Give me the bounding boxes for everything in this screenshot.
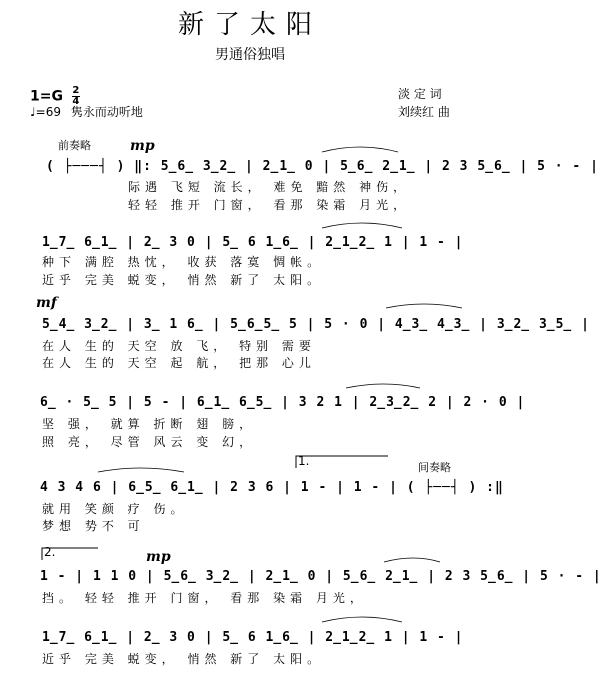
stave-4-lyrics-1: 坚 强， 就算 折断 翅 膀， bbox=[42, 417, 257, 431]
stave-5-lyrics-2: 梦想 势不 可 bbox=[42, 519, 145, 533]
composer-credit: 刘续红 曲 bbox=[398, 105, 450, 119]
slur-7 bbox=[384, 558, 440, 562]
slur-4 bbox=[346, 384, 420, 388]
stave-2-lyrics-2: 近乎 完美 蜕变， 悄然 新了 太阳。 bbox=[42, 273, 325, 287]
stave-3-lyrics-1: 在人 生的 天空 放 飞， 特别 需要 bbox=[42, 339, 316, 353]
stave-3-notes: 5̲4̲ 3̲2̲ | 3̲ 1 6̲ | 5̲6̲5̲ 5 | 5 · 0 | 4̲3̲ 4̲3̲ | 3̲2̲ 3̲5̲ | bbox=[42, 317, 590, 332]
dynamic-mp-1: mp bbox=[130, 138, 155, 154]
key-signature: 1=G $\frac{2}{4}$ bbox=[30, 85, 80, 107]
slur-2 bbox=[322, 223, 402, 228]
song-title: 新了太阳 bbox=[177, 10, 322, 40]
prelude-note: 前奏略 bbox=[58, 139, 91, 152]
volta-2-bracket bbox=[42, 545, 98, 560]
stave-7-lyrics-1: 近乎 完美 蜕变， 悄然 新了 太阳。 bbox=[42, 652, 325, 666]
stave-1-notes: ( ├───┤ ) ‖: 5̲6̲ 3̲2̲ | 2̲1̲ 0 | 5̲6̲ 2̲1̲ | 2 3 5̲6̲ | 5 · - | bbox=[46, 159, 599, 174]
slur-1 bbox=[322, 147, 398, 152]
stave-1-lyrics-1: 际遇 飞短 流长， 难免 黯然 神伤， bbox=[128, 180, 411, 194]
stave-3-lyrics-2: 在人 生的 天空 起 航， 把那 心儿 bbox=[42, 356, 316, 370]
slur-3 bbox=[386, 304, 462, 308]
slur-5 bbox=[98, 468, 184, 472]
time-signature: $\frac{2}{4}$ bbox=[72, 85, 80, 107]
stave-5-lyrics-1: 就用 笑颜 疗 伤。 bbox=[42, 502, 188, 516]
volta-2-label: 2. bbox=[44, 545, 56, 559]
stave-2-notes: 1̲7̲ 6̲1̲ | 2̲ 3 0 | 5̲ 6 1̲6̲ | 2̲1̲2̲ 1 | 1 - | bbox=[42, 235, 464, 250]
song-subtitle: 男通俗独唱 bbox=[215, 47, 285, 63]
volta-1-label: 1. bbox=[298, 454, 310, 468]
dynamic-mp-2: mp bbox=[146, 549, 171, 565]
stave-2-lyrics-1: 种下 满腔 热忱， 收获 落寞 惆帐。 bbox=[42, 255, 325, 269]
lyricist-credit: 淡 定 词 bbox=[398, 87, 442, 101]
stave-5-notes: 4 3 4 6 | 6̲5̲ 6̲1̲ | 2 3 6 | 1 - | 1 - | ( ├──┤ ) :‖ bbox=[40, 480, 504, 495]
expression-mark: 隽永而动听地 bbox=[70, 105, 143, 119]
tempo-mark: ♩=69 bbox=[30, 105, 61, 119]
stave-1-lyrics-2: 轻轻 推开 门窗， 看那 染霜 月光， bbox=[128, 198, 411, 212]
stave-6-notes: 1 - | 1 1 0 | 5̲6̲ 3̲2̲ | 2̲1̲ 0 | 5̲6̲ 2̲1̲ | 2 3 5̲6̲ | 5 · - | bbox=[40, 569, 602, 584]
interlude-note: 间奏略 bbox=[418, 461, 451, 474]
volta-1-bracket bbox=[296, 456, 388, 468]
stave-6-lyrics-1: 挡。 轻轻 推开 门窗， 看那 染霜 月光， bbox=[42, 591, 367, 605]
slur-6 bbox=[322, 617, 402, 622]
stave-4-lyrics-2: 照 亮， 尽管 风云 变 幻， bbox=[42, 435, 257, 449]
stave-7-notes: 1̲7̲ 6̲1̲ | 2̲ 3 0 | 5̲ 6 1̲6̲ | 2̲1̲2̲ 1 | 1 - | bbox=[42, 630, 464, 645]
stave-4-notes: 6̲ · 5̲ 5 | 5 - | 6̲1̲ 6̲5̲ | 3 2 1 | 2̲3̲2̲ 2 | 2 · 0 | bbox=[40, 395, 526, 410]
dynamic-mf: mf bbox=[36, 295, 57, 311]
